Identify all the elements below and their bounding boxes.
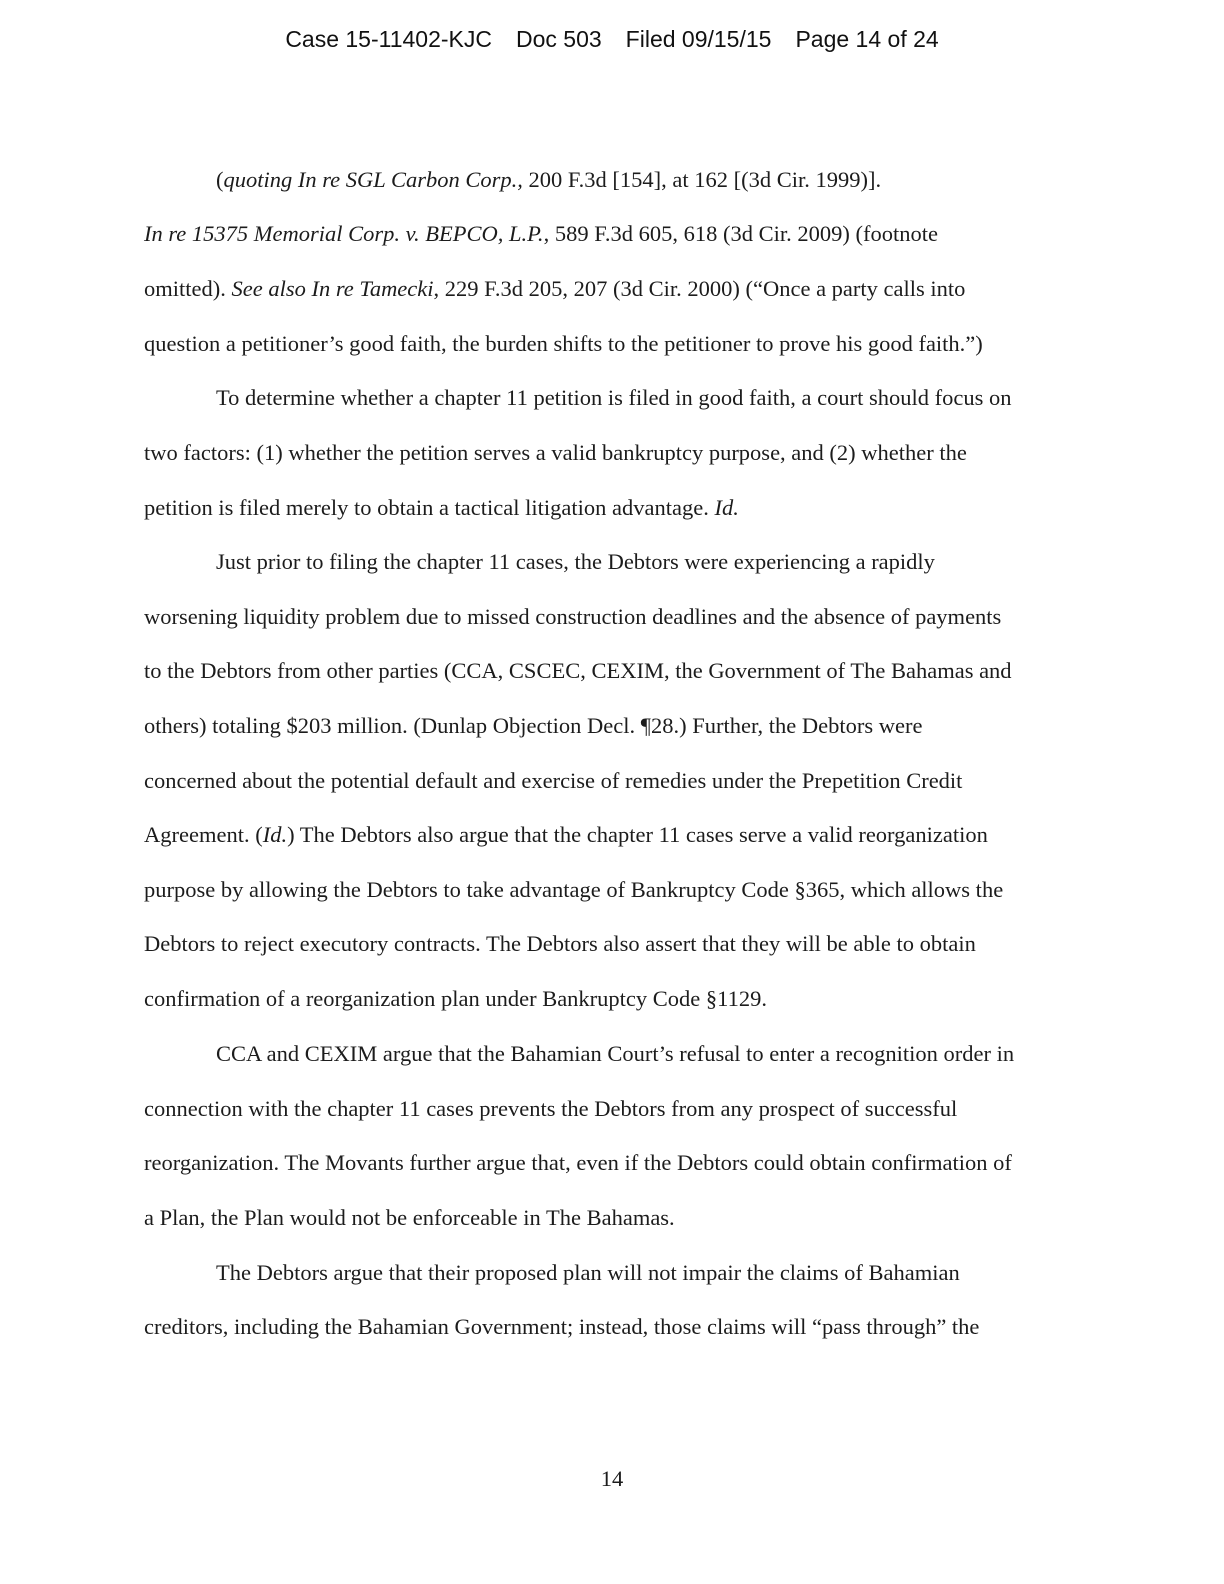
filed-date: Filed 09/15/15 [625,26,772,52]
case-citation: See also In re Tamecki [231,276,434,301]
text-line-17: CCA and CEXIM argue that the Bahamian Court’s refusal to enter a recognition order in [216,1041,1015,1066]
case-citation: quoting In re SGL Carbon Corp., [223,167,523,192]
case-number: Case 15-11402-KJC [285,26,492,52]
text-line-8: Just prior to filing the chapter 11 cases, the Debtors were experiencing a rapidly [216,549,935,574]
id-citation: Id. [262,822,288,847]
text-line-13: Agreement. (Id.) The Debtors also argue that the chapter 11 cases serve a valid reorganization [144,822,988,847]
text-line-18: connection with the chapter 11 cases prevents the Debtors from any prospect of successful [144,1096,958,1121]
text-line-10: to the Debtors from other parties (CCA, CSCEC, CEXIM, the Government of The Bahamas and [144,658,1012,683]
text-line-19: reorganization. The Movants further argue that, even if the Debtors could obtain confirmation of [144,1150,1012,1175]
text-line-1: (quoting In re SGL Carbon Corp., 200 F.3d [154], at 162 [(3d Cir. 1999)]. [216,167,882,192]
id-citation: Id. [714,495,739,520]
text-line-12: concerned about the potential default and exercise of remedies under the Prepetition Credit [144,768,963,793]
text-line-2: In re 15375 Memorial Corp. v. BEPCO, L.P., 589 F.3d 605, 618 (3d Cir. 2009) (footnote [144,221,938,246]
text-line-11: others) totaling $203 million. (Dunlap Objection Decl. ¶28.) Further, the Debtors were [144,713,923,738]
text-line-22: creditors, including the Bahamian Government; instead, those claims will “pass through” the [144,1314,980,1339]
text-line-16: confirmation of a reorganization plan under Bankruptcy Code §1129. [144,986,767,1011]
text-line-20: a Plan, the Plan would not be enforceable in The Bahamas. [144,1205,675,1230]
text-line-5: To determine whether a chapter 11 petition is filed in good faith, a court should focus on [216,385,1012,410]
text-line-7: petition is filed merely to obtain a tactical litigation advantage. Id. [144,495,739,520]
text-line-3: omitted). See also In re Tamecki, 229 F.3d 205, 207 (3d Cir. 2000) (“Once a party calls into [144,276,966,301]
case-citation: In re 15375 Memorial Corp. v. BEPCO, L.P. [144,221,544,246]
page-count: Page 14 of 24 [795,26,939,52]
case-header [0,26,1224,53]
text-line-14: purpose by allowing the Debtors to take advantage of Bankruptcy Code §365, which allows the [144,877,1004,902]
doc-number: Doc 503 [516,26,602,52]
text-line-4: question a petitioner’s good faith, the burden shifts to the petitioner to prove his good faith.”) [144,331,983,356]
text-line-21: The Debtors argue that their proposed plan will not impair the claims of Bahamian [216,1260,960,1285]
text-line-6: two factors: (1) whether the petition serves a valid bankruptcy purpose, and (2) whether the [144,440,967,465]
text-line-15: Debtors to reject executory contracts. The Debtors also assert that they will be able to obtain [144,931,976,956]
page-number: 14 [600,1466,624,1491]
text-line-9: worsening liquidity problem due to missed construction deadlines and the absence of payments [144,604,1002,629]
